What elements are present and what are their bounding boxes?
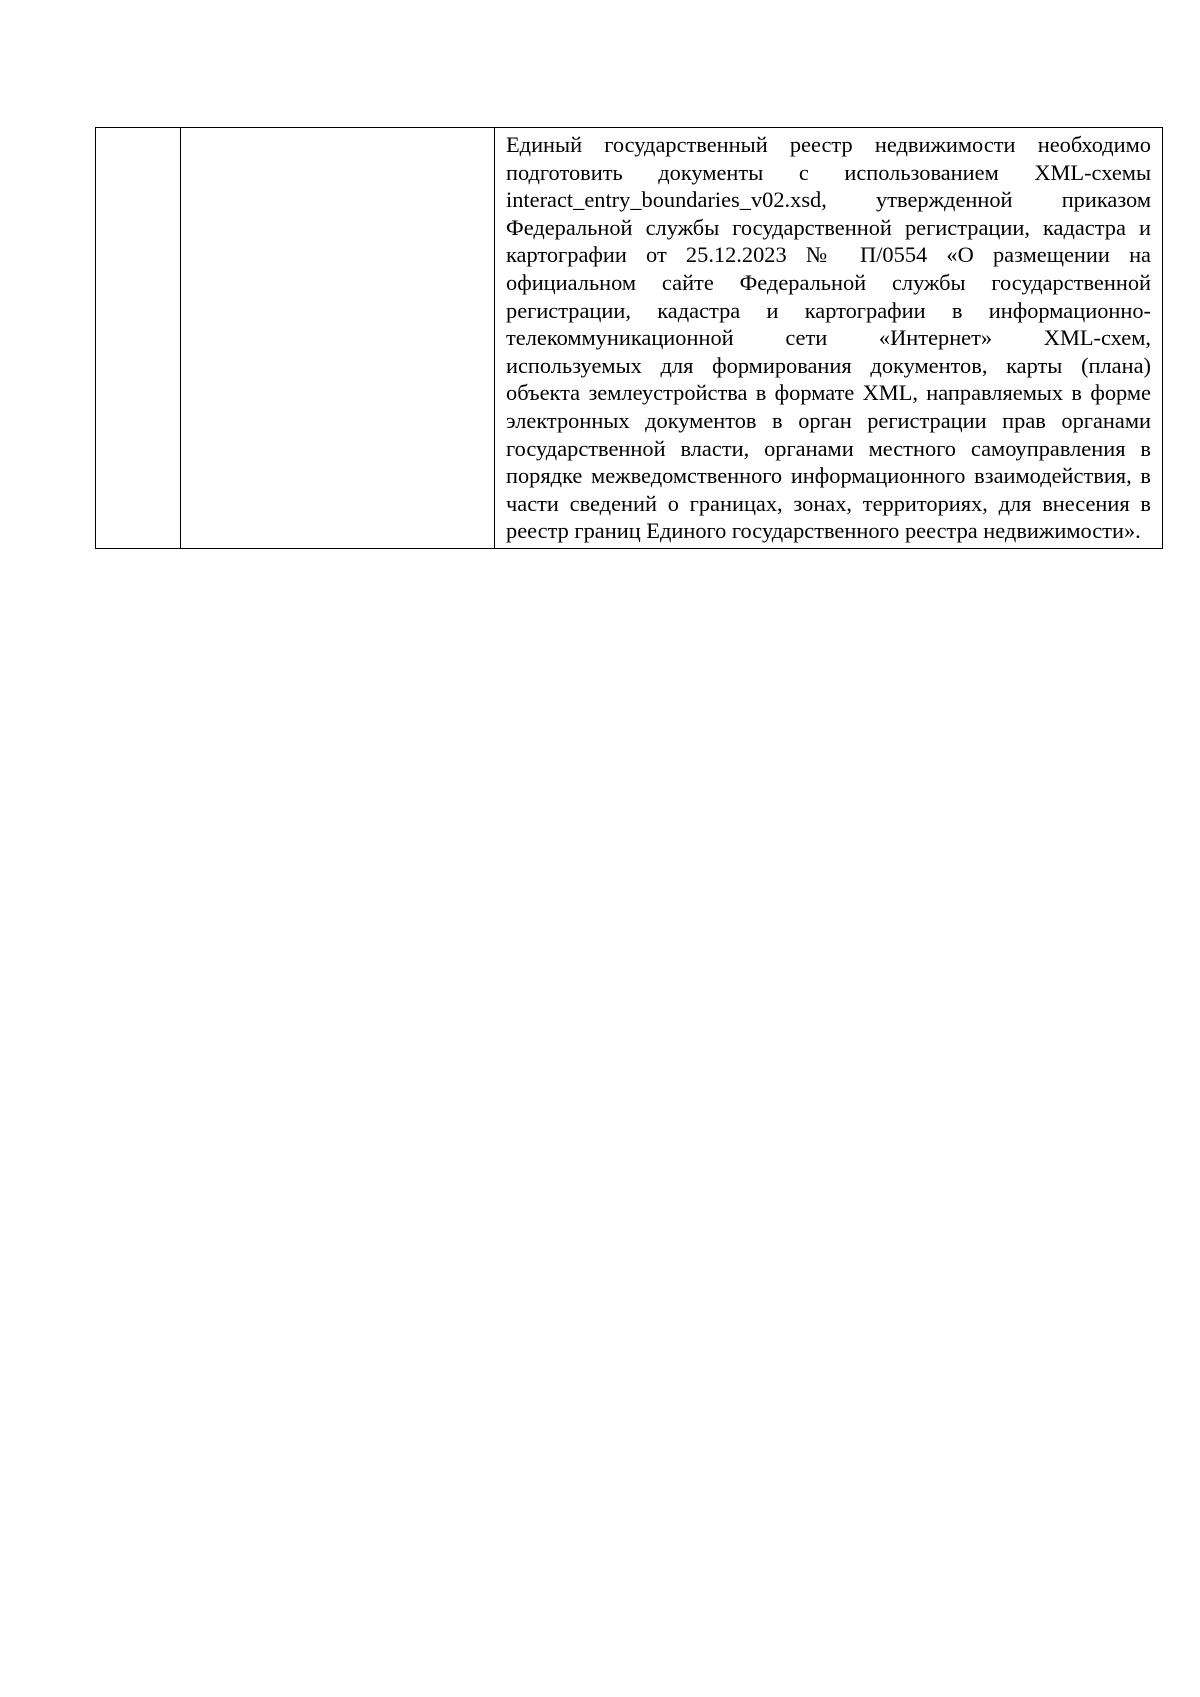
table-cell-number [96,128,181,549]
table-row [96,128,1163,549]
cell-number-text [96,128,180,134]
document-table [95,127,1163,549]
table-cell-description [495,128,1163,549]
cell-description-text: Единый государственный реестр недвижимости необходимо подготовить документы с использованием XML-схемы interact_entry_boundaries_v02.xsd, утвержденной приказом Федеральной службы государственной регистрации, кадастра и картографии от 25.12.2023 № П/0554 «О размещении на официальном сайте Федеральной службы государственной регистрации, кадастра и картографии в информационно-телекоммуникационной сети «Интернет» XML-схем, используемых для формирования документов, карты (плана) объекта землеустройства в формате XML, направляемых в форме электронных документов в орган регистрации прав органами государственной власти, органами местного самоуправления в порядке межведомственного информационного взаимодействия, в части сведений о границах, зонах, территориях, для внесения в реестр границ Единого государственного реестра недвижимости». [506,132,1151,544]
table-cell-name [181,128,495,549]
cell-name-text [181,128,494,134]
